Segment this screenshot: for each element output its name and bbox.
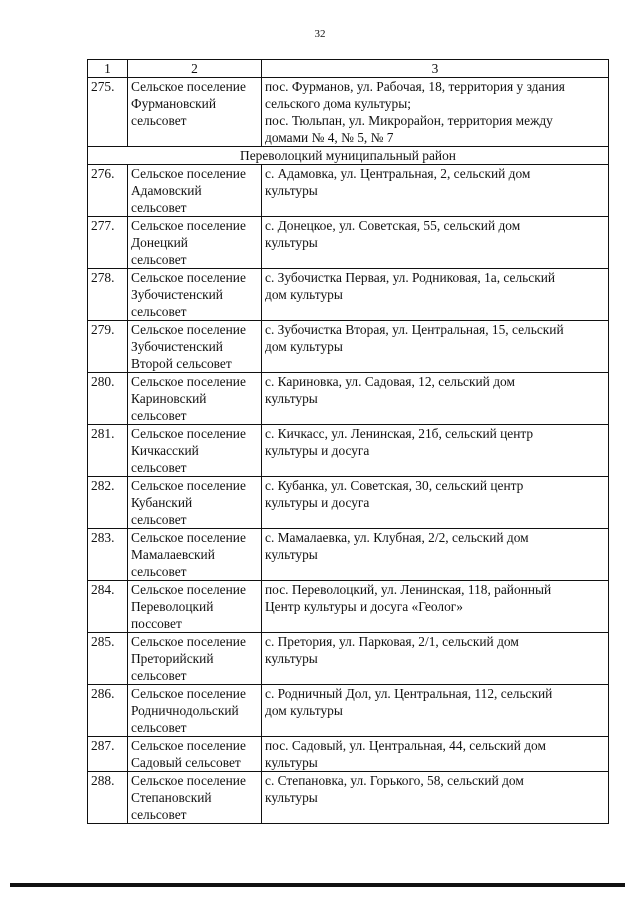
address-line: с. Кубанка, ул. Советская, 30, сельский центр — [265, 478, 524, 493]
address-line: культуры — [265, 755, 318, 770]
settlement-cell — [128, 737, 262, 772]
settlement-cell — [128, 217, 262, 269]
settlement-line: сельсовет — [131, 460, 187, 475]
address-line: культуры — [265, 235, 318, 250]
row-number: 287. — [88, 737, 128, 772]
settlement-line: Донецкий — [131, 235, 188, 250]
settlement-line: Садовый сельсовет — [131, 755, 241, 770]
settlement-line: сельсовет — [131, 720, 187, 735]
address-line: Центр культуры и досуга «Геолог» — [265, 599, 463, 614]
settlement-line: сельсовет — [131, 252, 187, 267]
address-cell — [262, 685, 609, 737]
address-line: дом культуры — [265, 703, 343, 718]
settlement-line: Степановский — [131, 790, 212, 805]
address-cell — [262, 581, 609, 633]
row-number: 286. — [88, 685, 128, 737]
settlement-cell — [128, 269, 262, 321]
row-number: 281. — [88, 425, 128, 477]
settlement-line: сельсовет — [131, 200, 187, 215]
table-row — [88, 321, 609, 373]
settlement-line: Сельское поселение — [131, 322, 246, 337]
address-line: пос. Переволоцкий, ул. Ленинская, 118, районный — [265, 582, 552, 597]
settlement-cell — [128, 529, 262, 581]
row-number: 279. — [88, 321, 128, 373]
row-number: 288. — [88, 772, 128, 824]
address-line: с. Родничный Дол, ул. Центральная, 112, сельский — [265, 686, 553, 701]
table-row — [88, 685, 609, 737]
settlement-line: Преторийский — [131, 651, 214, 666]
address-cell — [262, 425, 609, 477]
settlement-line: сельсовет — [131, 113, 187, 128]
column-header-number: 1 — [88, 60, 128, 78]
district-section-title: Переволоцкий муниципальный район — [88, 147, 609, 165]
table-row — [88, 373, 609, 425]
settlement-line: сельсовет — [131, 564, 187, 579]
settlement-line: Переволоцкий — [131, 599, 214, 614]
row-number: 283. — [88, 529, 128, 581]
table-row — [88, 633, 609, 685]
settlement-line: Второй сельсовет — [131, 356, 232, 371]
row-number: 276. — [88, 165, 128, 217]
address-line: дом культуры — [265, 287, 343, 302]
settlement-line: Сельское поселение — [131, 374, 246, 389]
settlement-cell — [128, 165, 262, 217]
address-line: дом культуры — [265, 339, 343, 354]
address-line: культуры — [265, 391, 318, 406]
address-line: с. Зубочистка Вторая, ул. Центральная, 15, сельский — [265, 322, 564, 337]
table-row — [88, 78, 609, 147]
address-line: с. Кариновка, ул. Садовая, 12, сельский дом — [265, 374, 515, 389]
settlement-cell — [128, 477, 262, 529]
column-header-settlement: 2 — [128, 60, 262, 78]
settlement-cell — [128, 633, 262, 685]
address-line: сельского дома культуры; — [265, 96, 411, 111]
table-row — [88, 581, 609, 633]
address-cell — [262, 633, 609, 685]
address-line: культуры и досуга — [265, 443, 370, 458]
address-cell — [262, 373, 609, 425]
address-line: домами № 4, № 5, № 7 — [265, 130, 394, 145]
address-cell — [262, 477, 609, 529]
settlement-line: Сельское поселение — [131, 166, 246, 181]
address-cell — [262, 737, 609, 772]
settlement-line: Зубочистенский — [131, 287, 223, 302]
address-line: культуры и досуга — [265, 495, 370, 510]
address-line: с. Претория, ул. Парковая, 2/1, сельский дом — [265, 634, 519, 649]
address-line: культуры — [265, 651, 318, 666]
address-cell — [262, 165, 609, 217]
address-cell — [262, 772, 609, 824]
settlement-line: Зубочистенский — [131, 339, 223, 354]
row-number: 285. — [88, 633, 128, 685]
settlement-line: Родничнодольский — [131, 703, 239, 718]
settlement-cell — [128, 373, 262, 425]
settlement-line: поссовет — [131, 616, 182, 631]
address-cell — [262, 217, 609, 269]
table-row — [88, 425, 609, 477]
settlement-line: Сельское поселение — [131, 634, 246, 649]
table-row — [88, 165, 609, 217]
settlement-line: Сельское поселение — [131, 686, 246, 701]
address-cell — [262, 529, 609, 581]
row-number: 277. — [88, 217, 128, 269]
settlement-line: Сельское поселение — [131, 218, 246, 233]
settlement-line: сельсовет — [131, 408, 187, 423]
address-line: с. Донецкое, ул. Советская, 55, сельский дом — [265, 218, 521, 233]
settlement-cell — [128, 581, 262, 633]
table-row — [88, 529, 609, 581]
settlement-cell — [128, 685, 262, 737]
column-header-address: 3 — [262, 60, 609, 78]
address-cell — [262, 78, 609, 147]
table-header-row — [88, 60, 609, 78]
address-cell — [262, 269, 609, 321]
section-row — [88, 147, 609, 165]
table-row — [88, 269, 609, 321]
settlement-cell — [128, 772, 262, 824]
polling-locations-table — [87, 59, 609, 824]
settlement-line: Кичкасский — [131, 443, 199, 458]
settlement-line: Сельское поселение — [131, 530, 246, 545]
settlement-line: сельсовет — [131, 807, 187, 822]
settlement-line: сельсовет — [131, 512, 187, 527]
settlement-line: Сельское поселение — [131, 426, 246, 441]
settlement-line: Сельское поселение — [131, 270, 246, 285]
row-number: 278. — [88, 269, 128, 321]
address-line: с. Адамовка, ул. Центральная, 2, сельский дом — [265, 166, 531, 181]
settlement-line: Кариновский — [131, 391, 207, 406]
settlement-cell — [128, 321, 262, 373]
settlement-line: Фурмановский — [131, 96, 216, 111]
settlement-line: Кубанский — [131, 495, 193, 510]
address-line: пос. Тюльпан, ул. Микрорайон, территория между — [265, 113, 553, 128]
address-line: культуры — [265, 547, 318, 562]
address-line: культуры — [265, 183, 318, 198]
address-line: пос. Фурманов, ул. Рабочая, 18, территория у здания — [265, 79, 565, 94]
settlement-cell — [128, 78, 262, 147]
table-row — [88, 477, 609, 529]
page-number: 32 — [314, 28, 326, 40]
settlement-line: Сельское поселение — [131, 738, 246, 753]
address-cell — [262, 321, 609, 373]
settlement-line: Сельское поселение — [131, 79, 246, 94]
table-row — [88, 772, 609, 824]
row-number: 282. — [88, 477, 128, 529]
bottom-scan-border — [10, 883, 625, 887]
settlement-line: сельсовет — [131, 304, 187, 319]
address-line: с. Степановка, ул. Горького, 58, сельский дом — [265, 773, 524, 788]
row-number: 284. — [88, 581, 128, 633]
settlement-line: Сельское поселение — [131, 582, 246, 597]
row-number: 275. — [88, 78, 128, 147]
settlement-line: Сельское поселение — [131, 478, 246, 493]
address-line: пос. Садовый, ул. Центральная, 44, сельский дом — [265, 738, 546, 753]
address-line: культуры — [265, 790, 318, 805]
address-line: с. Мамалаевка, ул. Клубная, 2/2, сельский дом — [265, 530, 529, 545]
table-row — [88, 217, 609, 269]
settlement-cell — [128, 425, 262, 477]
row-number: 280. — [88, 373, 128, 425]
settlement-line: Мамалаевский — [131, 547, 215, 562]
settlement-line: Адамовский — [131, 183, 202, 198]
address-line: с. Зубочистка Первая, ул. Родниковая, 1а, сельский — [265, 270, 556, 285]
address-line: с. Кичкасс, ул. Ленинская, 21б, сельский центр — [265, 426, 534, 441]
settlement-line: Сельское поселение — [131, 773, 246, 788]
table-row — [88, 737, 609, 772]
settlement-line: сельсовет — [131, 668, 187, 683]
